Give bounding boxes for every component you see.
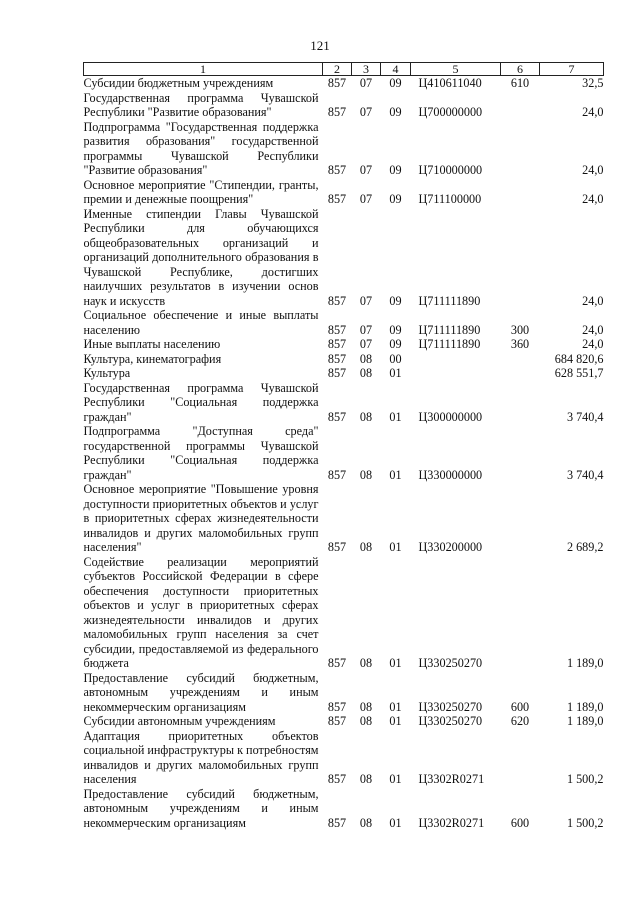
ministry-code: 857 xyxy=(327,337,347,351)
target-article: Ц3302R0271 xyxy=(418,815,485,830)
target-article xyxy=(411,366,501,381)
section-code: 08 xyxy=(359,351,373,366)
expense-type xyxy=(501,482,540,555)
subsection-code: 09 xyxy=(389,163,402,177)
ministry-code: 857 xyxy=(327,699,347,714)
row-name: Предоставление субсидий бюджетным, автономным учреждениям и иным некоммерческим организациям xyxy=(83,670,319,714)
column-number-header-row xyxy=(84,63,604,76)
subsection-code: 01 xyxy=(389,656,402,670)
row-name: Культура xyxy=(83,366,131,380)
column-number: 3 xyxy=(352,63,381,76)
target-article: Ц711111890 xyxy=(418,337,481,351)
amount: 1 189,0 xyxy=(566,714,604,728)
table-row xyxy=(84,787,604,831)
section-code: 07 xyxy=(359,322,373,337)
table-row xyxy=(84,366,604,381)
ministry-code: 857 xyxy=(327,322,347,337)
amount: 24,0 xyxy=(582,293,604,308)
subsection-code: 09 xyxy=(389,192,402,206)
row-name: Основное мероприятие "Стипендии, гранты, премии и денежные поощрения" xyxy=(83,177,319,206)
row-name: Субсидии автономным учреждениям xyxy=(83,714,276,728)
target-article: Ц711100000 xyxy=(418,192,482,206)
budget-table xyxy=(83,62,604,830)
table-row xyxy=(84,482,604,555)
amount: 24,0 xyxy=(582,337,604,351)
subsection-code: 01 xyxy=(389,815,402,830)
row-name: Именные стипендии Главы Чувашской Республики для обучающихся общеобразовательных организаций и организаций дополнительного образования в Чувашской Республике, достигших наилучших результатов в изучении основ наук и искусств xyxy=(83,206,319,308)
amount: 24,0 xyxy=(582,105,604,119)
target-article: Ц300000000 xyxy=(418,409,483,424)
expense-type xyxy=(501,207,540,309)
row-name: Культура, кинематография xyxy=(83,351,222,366)
amount: 628 551,7 xyxy=(554,366,604,380)
table-row xyxy=(84,337,604,352)
section-code: 07 xyxy=(359,76,373,90)
amount: 32,5 xyxy=(582,76,604,90)
row-name: Государственная программа Чувашской Республики "Развитие образования" xyxy=(83,90,319,119)
subsection-code: 09 xyxy=(389,105,402,119)
expense-type xyxy=(501,366,540,381)
table-row xyxy=(84,352,604,367)
table-row xyxy=(84,120,604,178)
target-article: Ц710000000 xyxy=(418,163,483,177)
ministry-code: 857 xyxy=(327,714,347,728)
ministry-code: 857 xyxy=(327,366,347,380)
section-code: 08 xyxy=(359,656,373,670)
amount: 684 820,6 xyxy=(554,351,604,366)
target-article: Ц330250270 xyxy=(418,714,483,728)
subsection-code: 01 xyxy=(389,366,402,380)
row-name: Подпрограмма "Доступная среда" государственной программы Чувашской Республики "Социальная поддержка граждан" xyxy=(83,424,319,482)
subsection-code: 01 xyxy=(389,714,402,728)
section-code: 08 xyxy=(359,714,373,728)
amount: 3 740,4 xyxy=(566,409,604,424)
expense-type: 610 xyxy=(510,76,530,90)
ministry-code: 857 xyxy=(327,656,347,670)
expense-type xyxy=(501,424,540,482)
expense-type xyxy=(501,555,540,671)
row-name: Подпрограмма "Государственная поддержка развития образования" государственной программы Чувашской Республики "Развитие образования" xyxy=(83,119,319,177)
amount: 1 500,2 xyxy=(566,772,604,786)
row-name: Субсидии бюджетным учреждениям xyxy=(83,76,274,90)
subsection-code: 09 xyxy=(389,293,402,308)
table-row xyxy=(84,671,604,715)
target-article: Ц711111890 xyxy=(418,322,481,337)
expense-type xyxy=(501,120,540,178)
column-number: 6 xyxy=(501,63,540,76)
table-body xyxy=(84,76,604,831)
column-number: 2 xyxy=(323,63,352,76)
expense-type: 600 xyxy=(510,815,530,830)
table-row xyxy=(84,714,604,729)
table-row xyxy=(84,555,604,671)
ministry-code: 857 xyxy=(327,772,347,786)
section-code: 08 xyxy=(359,467,373,482)
column-number: 4 xyxy=(381,63,411,76)
subsection-code: 01 xyxy=(389,772,402,786)
ministry-code: 857 xyxy=(327,105,347,119)
table-row xyxy=(84,91,604,120)
target-article: Ц330250270 xyxy=(418,656,483,670)
ministry-code: 857 xyxy=(327,540,347,554)
table-row xyxy=(84,381,604,425)
ministry-code: 857 xyxy=(327,293,347,308)
row-name: Государственная программа Чувашской Республики "Социальная поддержка граждан" xyxy=(83,380,319,424)
expense-type xyxy=(501,381,540,425)
row-name: Предоставление субсидий бюджетным, автономным учреждениям и иным некоммерческим организациям xyxy=(83,786,319,830)
target-article: Ц330200000 xyxy=(418,540,483,554)
row-name: Основное мероприятие "Повышение уровня доступности приоритетных объектов и услуг в приоритетных сферах жизнедеятельности инвалидов и других маломобильных групп населения" xyxy=(83,482,319,554)
section-code: 08 xyxy=(359,772,373,786)
target-article: Ц711111890 xyxy=(418,293,481,308)
amount: 24,0 xyxy=(582,192,604,206)
section-code: 08 xyxy=(359,540,373,554)
section-code: 07 xyxy=(359,163,373,177)
ministry-code: 857 xyxy=(327,192,347,206)
subsection-code: 09 xyxy=(389,337,402,351)
subsection-code: 01 xyxy=(389,467,402,482)
section-code: 08 xyxy=(359,409,373,424)
subsection-code: 01 xyxy=(389,540,402,554)
ministry-code: 857 xyxy=(327,815,347,830)
section-code: 07 xyxy=(359,293,373,308)
amount: 3 740,4 xyxy=(566,467,604,482)
section-code: 07 xyxy=(359,192,373,206)
expense-type xyxy=(501,729,540,787)
subsection-code: 00 xyxy=(389,351,402,366)
expense-type xyxy=(501,91,540,120)
subsection-code: 01 xyxy=(389,409,402,424)
subsection-code: 09 xyxy=(389,76,402,90)
subsection-code: 09 xyxy=(389,322,402,337)
target-article: Ц3302R0271 xyxy=(418,772,485,786)
expense-type: 360 xyxy=(510,337,530,351)
expense-type: 300 xyxy=(510,322,530,337)
row-name: Адаптация приоритетных объектов социальной инфраструктуры к потребностям инвалидов и других маломобильных групп населения xyxy=(83,728,319,786)
target-article: Ц330000000 xyxy=(418,467,483,482)
row-name: Иные выплаты населению xyxy=(83,337,221,351)
row-name: Социальное обеспечение и иные выплаты населению xyxy=(83,308,319,337)
section-code: 07 xyxy=(359,337,373,351)
target-article: Ц700000000 xyxy=(418,105,483,119)
target-article: Ц410611040 xyxy=(418,76,482,90)
amount: 24,0 xyxy=(582,163,604,177)
table-row xyxy=(84,178,604,207)
expense-type xyxy=(501,178,540,207)
section-code: 08 xyxy=(359,699,373,714)
amount: 1 500,2 xyxy=(566,815,604,830)
ministry-code: 857 xyxy=(327,76,347,90)
section-code: 07 xyxy=(359,105,373,119)
amount: 1 189,0 xyxy=(566,699,604,714)
expense-type: 620 xyxy=(510,714,530,728)
ministry-code: 857 xyxy=(327,409,347,424)
column-number: 5 xyxy=(411,63,501,76)
table-row xyxy=(84,729,604,787)
ministry-code: 857 xyxy=(327,467,347,482)
row-name: Содействие реализации мероприятий субъектов Российской Федерации в сфере обеспечения доступности приоритетных объектов и услуг в приоритетных сферах жизнедеятельности инвалидов и других маломобильных групп населения за счет субсидии, предоставляемой из федерального бюджета xyxy=(83,554,319,670)
column-number: 7 xyxy=(540,63,604,76)
target-article: Ц330250270 xyxy=(418,699,483,714)
section-code: 08 xyxy=(359,366,373,380)
column-number: 1 xyxy=(84,63,323,76)
table-row xyxy=(84,308,604,337)
amount: 1 189,0 xyxy=(566,656,604,670)
ministry-code: 857 xyxy=(327,163,347,177)
table-row xyxy=(84,207,604,309)
expense-type: 600 xyxy=(510,699,530,714)
page-number: 121 xyxy=(310,38,330,53)
target-article xyxy=(411,352,501,367)
section-code: 08 xyxy=(359,815,373,830)
amount: 24,0 xyxy=(582,322,604,337)
ministry-code: 857 xyxy=(327,351,347,366)
table-row xyxy=(84,424,604,482)
subsection-code: 01 xyxy=(389,699,402,714)
amount: 2 689,2 xyxy=(566,540,604,554)
table-row xyxy=(84,76,604,91)
expense-type xyxy=(501,352,540,367)
